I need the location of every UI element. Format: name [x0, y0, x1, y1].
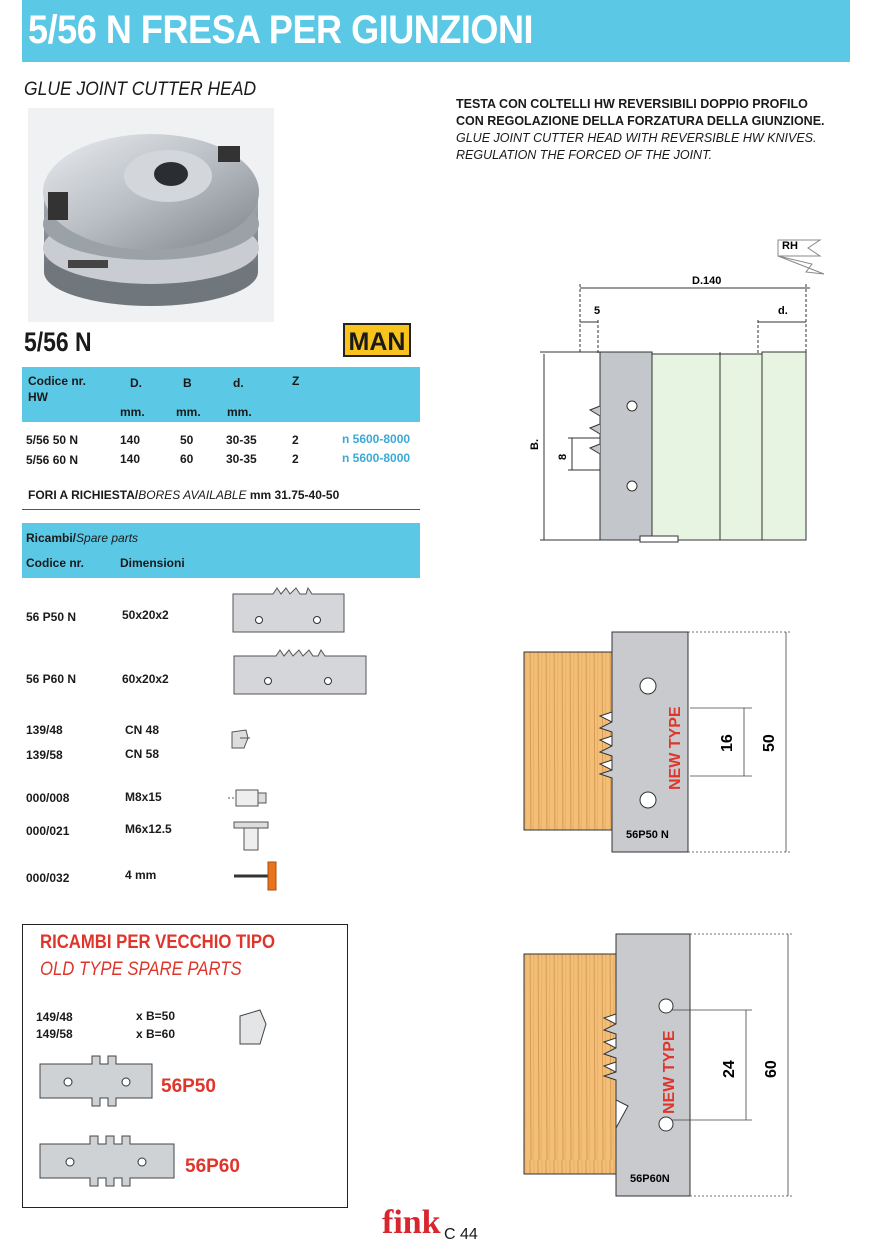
row-b: 50	[180, 433, 194, 447]
spare-code: 000/021	[26, 824, 70, 838]
brand-logo: fink	[382, 1204, 441, 1241]
title-banner	[22, 0, 850, 62]
spare-code: 56 P50 N	[26, 610, 77, 624]
col-code: Codice nr.	[28, 374, 87, 388]
diameter-label: D.140	[692, 275, 722, 287]
b-label: B.	[529, 439, 541, 450]
new-type-label: NEW TYPE	[667, 706, 684, 790]
dim-inner-label: 24	[721, 1060, 738, 1078]
col-spare-code: Codice nr.	[26, 556, 85, 570]
row-b: 60	[180, 452, 194, 466]
new-type-label: NEW TYPE	[661, 1030, 678, 1114]
row-rpm: n 5600-8000	[342, 451, 411, 465]
unit-b: mm.	[176, 405, 201, 419]
model-number: 5/56 N	[24, 327, 92, 357]
table-row: 5/56 60 N	[26, 453, 79, 467]
spare-dim: CN 58	[125, 747, 160, 761]
knife-50-drawing	[520, 624, 810, 856]
spare-code: 56 P60 N	[26, 672, 77, 686]
col-d-outer: D.	[130, 376, 142, 390]
page-title: 5/56 N FRESA PER GIUNZIONI	[28, 8, 534, 52]
dim-outer-label: 50	[761, 734, 778, 752]
knife-label: 56P60N	[630, 1173, 670, 1185]
row-z: 2	[292, 452, 299, 466]
rh-label: RH	[782, 240, 798, 252]
spare-dim: 60x20x2	[122, 672, 169, 686]
spare-code: 000/008	[26, 791, 70, 805]
old-dim: x B=60	[136, 1027, 176, 1041]
col-spare-dim: Dimensioni	[120, 556, 185, 570]
spare-dim: 4 mm	[125, 868, 157, 882]
spare-code: 139/58	[26, 748, 63, 762]
spare-code: 139/48	[26, 723, 63, 737]
unit-d-outer: mm.	[120, 405, 145, 419]
spare-dim: 50x20x2	[122, 608, 169, 622]
divider	[22, 509, 420, 510]
man-badge: MAN	[343, 323, 411, 357]
old-knife-50-label: 56P50	[161, 1076, 216, 1097]
old-knife-60-label: 56P60	[185, 1156, 240, 1177]
spare-dim: M6x12.5	[125, 822, 172, 836]
eight-label: 8	[557, 453, 569, 460]
table-row: 5/56 50 N	[26, 433, 79, 447]
old-type-title-en: OLD TYPE SPARE PARTS	[40, 959, 242, 980]
row-bore: 30-35	[226, 452, 257, 466]
dim-inner-label: 16	[719, 734, 736, 752]
spares-title: Ricambi/Spare parts	[26, 531, 139, 545]
spare-code: 000/032	[26, 871, 70, 885]
old-code: 149/58	[36, 1027, 73, 1041]
knife-icons	[228, 584, 373, 696]
knife-label: 56P50 N	[626, 829, 669, 841]
row-rpm: n 5600-8000	[342, 432, 411, 446]
hardware-icons	[226, 726, 286, 896]
spare-dim: M8x15	[125, 790, 162, 804]
knife-60-drawing	[520, 928, 810, 1200]
spec-table-header	[22, 367, 420, 422]
page-number: C 44	[444, 1226, 478, 1243]
description-it-1: TESTA CON COLTELLI HW REVERSIBILI DOPPIO PROFILO	[456, 97, 808, 111]
spares-header	[22, 523, 420, 578]
row-z: 2	[292, 433, 299, 447]
cutter-section-drawing	[520, 234, 850, 564]
old-type-title-it: RICAMBI PER VECCHIO TIPO	[40, 932, 276, 953]
row-d: 140	[120, 452, 141, 466]
bore-label: d.	[778, 305, 788, 317]
col-d-bore: d.	[233, 376, 244, 390]
description-en-1: GLUE JOINT CUTTER HEAD WITH REVERSIBLE HW KNIVES.	[456, 131, 817, 145]
dim-outer-label: 60	[763, 1060, 780, 1078]
subtitle: GLUE JOINT CUTTER HEAD	[24, 79, 257, 100]
col-b: B	[183, 376, 192, 390]
description	[456, 96, 856, 164]
description-en-2: REGULATION THE FORCED OF THE JOINT.	[456, 148, 713, 162]
row-d: 140	[120, 433, 141, 447]
col-z: Z	[292, 374, 300, 388]
row-bore: 30-35	[226, 433, 257, 447]
old-dim: x B=50	[136, 1009, 176, 1023]
product-photo	[28, 108, 274, 322]
description-it-2: CON REGOLAZIONE DELLA FORZATURA DELLA GIUNZIONE.	[456, 114, 825, 128]
bores-note: FORI A RICHIESTA/BORES AVAILABLE mm 31.75-40-50	[28, 488, 340, 502]
spare-dim: CN 48	[125, 723, 160, 737]
unit-d-bore: mm.	[227, 405, 252, 419]
five-label: 5	[594, 305, 601, 317]
old-code: 149/48	[36, 1010, 73, 1024]
col-code-hw: HW	[28, 390, 48, 404]
